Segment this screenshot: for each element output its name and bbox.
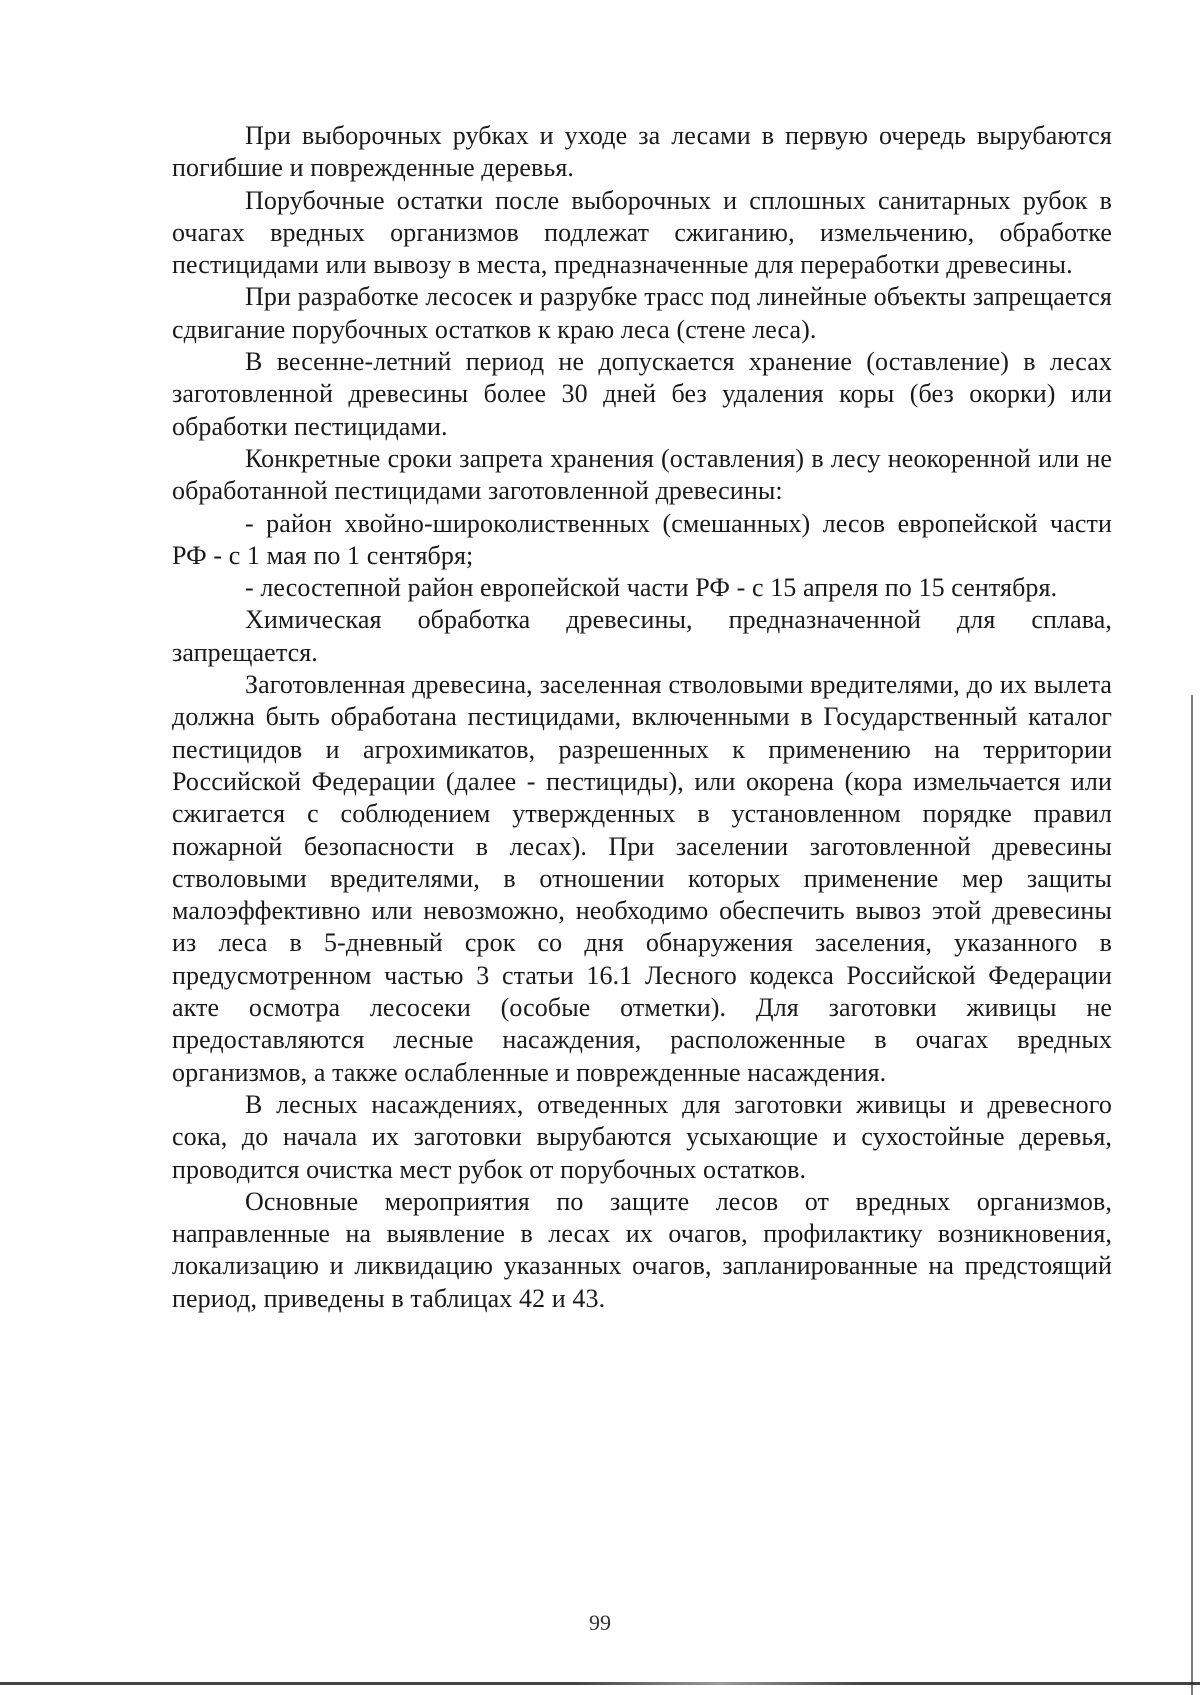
- page-number: 99: [589, 1610, 611, 1635]
- list-item: - лесостепной район европейской части РФ - с 15 апреля по 15 сентября.: [245, 573, 1058, 603]
- paragraph: Химическая обработка древесины, предназначенной для сплава, запрещается.: [172, 605, 1112, 667]
- paragraph: Заготовленная древесина, заселенная стволовыми вредителями, до их вылета должна быть обработана пестицидами, включенными в Государственный каталог пестицидов и агрохимикатов, разрешенных к применению на территории Российской Федерации (далее - пестициды), или окорена (кора измельчается или сжигается с соблюдением утвержденных в установленном порядке правил пожарной безопасности в лесах). При заселении заготовленной древесины стволовыми вредителями, в отношении которых применение мер защиты малоэффективно или невозможно, необходимо обеспечить вывоз этой древесины из леса в 5-дневный срок со дня обнаружения заселения, указанного в предусмотренном частью 3 статьи 16.1 Лесного кодекса Российской Федерации акте осмотра лесосеки (особые отметки). Для заготовки живицы не предоставляются лесные насаждения, расположенные в очагах вредных организмов, а также ослабленные и поврежденные насаждения.: [172, 670, 1112, 1087]
- list-item: - район хвойно-широколиственных (смешанных) лесов европейской части РФ - с 1 мая по 1 сентября;: [172, 508, 1112, 570]
- scan-bottom-divider: [0, 1682, 1200, 1685]
- paragraph: При выборочных рубках и уходе за лесами в первую очередь вырубаются погибшие и поврежденные деревья.: [172, 121, 1112, 183]
- paragraph: В весенне-летний период не допускается хранение (оставление) в лесах заготовленной древесины более 30 дней без удаления коры (без окорки) или обработки пестицидами.: [172, 347, 1112, 441]
- paragraph: При разработке лесосек и разрубке трасс под линейные объекты запрещается сдвигание порубочных остатков к краю леса (стене леса).: [172, 282, 1112, 344]
- body-text: [172, 120, 1112, 1315]
- scan-edge-divider: [1191, 695, 1193, 1695]
- paragraph: Порубочные остатки после выборочных и сплошных санитарных рубок в очагах вредных организмов подлежат сжиганию, измельчению, обработке пестицидами или вывозу в места, предназначенные для переработки древесины.: [172, 185, 1112, 280]
- paragraph: Конкретные сроки запрета хранения (оставления) в лесу неокоренной или не обработанной пестицидами заготовленной древесины:: [172, 443, 1112, 506]
- paragraph: В лесных насаждениях, отведенных для заготовки живицы и древесного сока, до начала их заготовки вырубаются усыхающие и сухостойные деревья, проводится очистка мест рубок от порубочных остатков.: [172, 1089, 1112, 1184]
- paragraph: Основные мероприятия по защите лесов от вредных организмов, направленные на выявление в лесах их очагов, профилактику возникновения, локализацию и ликвидацию указанных очагов, запланированные на предстоящий период, приведены в таблицах 42 и 43.: [172, 1186, 1112, 1313]
